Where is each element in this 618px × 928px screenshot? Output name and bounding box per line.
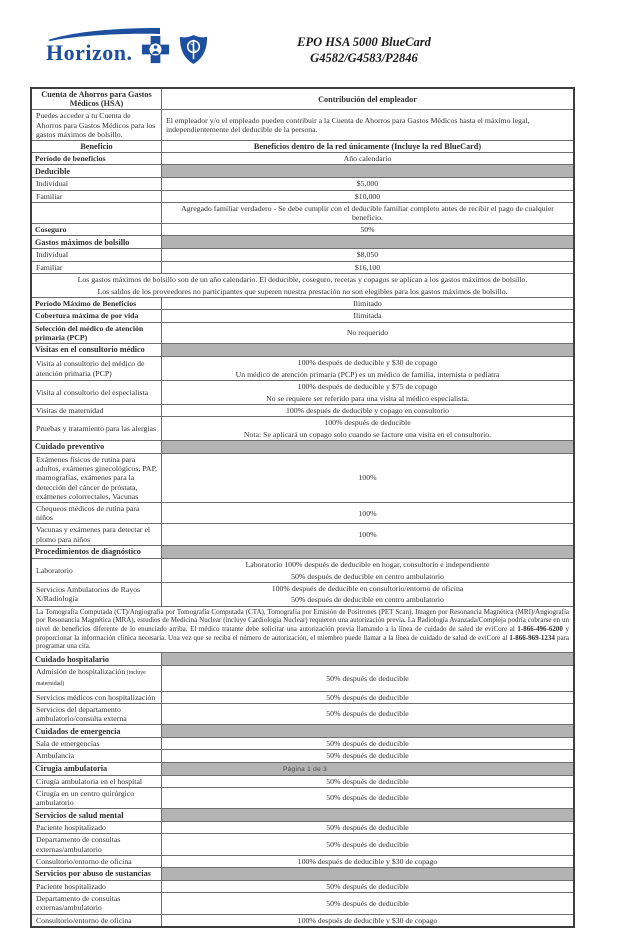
table-row <box>31 110 574 141</box>
table-row <box>31 524 574 545</box>
table-row <box>31 357 574 381</box>
benefit-label-cell: Visitas en el consultorio médico <box>31 344 162 357</box>
benefit-value-cell <box>162 344 575 357</box>
phone-number: 1-866-496-6200 <box>517 625 563 634</box>
benefit-value-cell <box>162 503 575 524</box>
benefit-label-cell: Sala de emergencias <box>31 738 162 750</box>
benefit-value-cell <box>162 224 575 236</box>
benefit-label-cell: Visita al consultorio del especialista <box>31 380 162 404</box>
benefit-label-cell: Familiar <box>31 190 162 202</box>
table-row <box>31 750 574 762</box>
table-row <box>31 738 574 750</box>
benefit-value-cell <box>162 822 575 834</box>
benefit-label-cell: Servicios Ambulatorios de Rayos X/Radiología <box>31 582 162 606</box>
benefit-value-cell <box>162 165 575 178</box>
benefit-value-line: No requerido <box>346 328 389 338</box>
table-row <box>31 691 574 703</box>
benefit-label-cell: Coseguro <box>31 224 162 236</box>
benefit-label-cell: Familiar <box>31 261 162 273</box>
benefit-value-cell <box>162 440 575 453</box>
benefit-label-cell: Individual <box>31 178 162 190</box>
table-row <box>31 582 574 606</box>
legal-text: para programar una cita. <box>36 633 570 651</box>
benefit-value-cell <box>162 725 575 738</box>
table-row <box>31 380 574 404</box>
benefit-label-cell: Laboratorio <box>31 558 162 582</box>
benefit-label-cell: Procedimientos de diagnóstico <box>31 545 162 558</box>
blue-shield-icon <box>178 34 209 65</box>
benefit-label-cell: Deducible <box>31 165 162 178</box>
benefit-value-line: 100% después de deducible en consultorio/entorno de oficina <box>271 583 464 593</box>
benefit-label-cell: Individual <box>31 249 162 261</box>
benefit-label-cell: Beneficio <box>31 141 162 153</box>
benefit-label-cell: Admisión de hospitalización (incluye maternidad) <box>31 666 162 691</box>
section-header-row <box>31 344 574 357</box>
benefit-value-line: 50% después de deducible <box>326 709 409 719</box>
benefit-label-cell: Servicios por abuso de sustancias <box>31 867 162 880</box>
section-header-row <box>31 440 574 453</box>
benefit-value-line: 100% <box>358 530 377 539</box>
benefit-value-cell <box>162 914 575 927</box>
benefit-value-cell <box>162 310 575 322</box>
benefit-label-cell: Servicios de salud mental <box>31 809 162 822</box>
benefit-value-line: 50% después de deducible <box>326 898 409 908</box>
benefit-label-cell: Exámenes físicos de rutina para adultos, exámenes ginecológicos, PAP, mamografías, exámenes para la detección del cáncer de próstata, exámenes colorrectales, Vacunas <box>31 453 162 502</box>
benefit-value-line: 100% después de deducible y $30 de copago <box>297 856 438 866</box>
swoosh-icon <box>48 28 160 41</box>
table-row <box>31 703 574 724</box>
table-row <box>31 822 574 834</box>
benefit-value-line: 100% <box>358 473 377 483</box>
section-header-row <box>31 653 574 666</box>
table-row <box>31 503 574 524</box>
benefit-label-cell: Vacunas y exámenes para detectar el plomo para niños <box>31 524 162 545</box>
benefit-value-cell <box>162 582 575 606</box>
benefit-value-cell: Beneficios dentro de la red únicamente (Incluye la red BlueCard) <box>162 141 575 153</box>
table-row <box>31 880 574 892</box>
benefit-label-cell: Cirugía ambulatoria en el hospital <box>31 775 162 787</box>
plan-title: EPO HSA 5000 BlueCard <box>297 35 431 49</box>
benefit-label-cell: Selección del médico de atención primaria (PCP) <box>31 322 162 343</box>
section-header-row <box>31 809 574 822</box>
table-row <box>31 261 574 273</box>
benefit-value-line: 50% después de deducible <box>326 839 409 849</box>
benefit-value-cell <box>162 787 575 808</box>
table-row <box>31 834 574 855</box>
benefit-label-cell: Departamento de consultas externas/ambulatorio <box>31 834 162 855</box>
table-row <box>31 453 574 502</box>
benefit-value-cell <box>162 880 575 892</box>
benefit-label-cell: Cobertura máxima de por vida <box>31 310 162 322</box>
table-row <box>31 224 574 236</box>
table-note-cell <box>31 273 574 297</box>
benefit-value-cell <box>162 404 575 416</box>
benefit-value-cell: Contribución del empleador <box>162 88 575 110</box>
benefit-value-cell <box>162 153 575 165</box>
benefit-value-line: $10,000 <box>354 191 381 201</box>
legal-text: La Tomografía Computada (CT)/Angiografía por Tomografía Computada (CTA), Tomografía por Emisión de Positrones (PET Scan), Imagen por Resonancia Magnética (MRI)/Angiografía por Resonancia Magnética (MRA), estudios de Medicina Nuclear (incluye Cardiología Nuclear) requieren una autorización previa. La Radiología Avanzada/Compleja podría cobrarse en un nivel de beneficios diferente de lo enunciado arriba. El médico tratante debe solicitar una autorización previa llamando a la línea de cuidado de salud de eviCore al <box>36 607 569 634</box>
benefit-value-line: 100% después de deducible y copago en consultorio <box>285 405 450 415</box>
legal-note-cell <box>31 606 574 653</box>
benefit-value-line: 100% después de deducible y $30 de copago <box>297 358 438 368</box>
benefit-value-cell <box>162 236 575 249</box>
table-row <box>31 787 574 808</box>
benefit-label-cell: Departamento de consultas externas/ambulatorio <box>31 893 162 914</box>
table-row <box>31 190 574 202</box>
benefit-label-cell: Visitas de maternidad <box>31 404 162 416</box>
benefit-value-line: 100% después de deducible y $75 de copago <box>297 381 438 391</box>
benefit-value-line: 100% después de deducible y $30 de copago <box>297 915 438 925</box>
benefit-label-cell: Cirugía ambulatoria <box>31 762 162 775</box>
benefit-value-cell <box>162 524 575 545</box>
benefit-label-cell: Período de beneficios <box>31 153 162 165</box>
benefit-value-cell <box>162 775 575 787</box>
benefit-value-line: 50% después de deducible <box>326 881 409 891</box>
benefit-value-cell <box>162 545 575 558</box>
benefit-label-cell: Pruebas y tratamiento para las alergias <box>31 417 162 441</box>
benefit-value-cell <box>162 380 575 404</box>
section-header-row <box>31 867 574 880</box>
benefit-value-line: 100% después de deducible <box>324 418 411 428</box>
table-row <box>31 893 574 914</box>
benefit-value-cell <box>162 178 575 190</box>
section-header-row <box>31 545 574 558</box>
table-row <box>31 298 574 310</box>
benefit-label-cell: Cuidado hospitalario <box>31 653 162 666</box>
table-row <box>31 404 574 416</box>
benefit-value-cell <box>162 867 575 880</box>
benefit-value-cell <box>162 453 575 502</box>
benefit-value-cell <box>162 558 575 582</box>
benefit-label-cell: Servicios médicos con hospitalización <box>31 691 162 703</box>
section-header-row <box>31 236 574 249</box>
benefit-value-cell <box>162 703 575 724</box>
table-row <box>31 153 574 165</box>
brand-name: Horizon. <box>46 40 133 65</box>
plan-group-numbers: G4582/G4583/P2846 <box>310 51 418 65</box>
benefit-value-cell <box>162 261 575 273</box>
benefit-value-line: Ilimitado <box>353 299 382 309</box>
benefit-label-cell: Ambulancia <box>31 750 162 762</box>
benefit-value-line: 50% <box>360 225 375 235</box>
benefit-value-line: 50% después de deducible <box>326 692 409 702</box>
table-row <box>31 666 574 691</box>
benefit-value-cell <box>162 202 575 223</box>
benefit-label-cell: Cuidados de emergencia <box>31 725 162 738</box>
benefit-value-line: 100% <box>358 508 377 518</box>
table-row <box>31 310 574 322</box>
phone-number: 1-866-969-1234 <box>509 633 555 642</box>
benefit-value-line: 50% después de deducible <box>326 673 409 683</box>
benefit-label-cell: Servicios del departamento ambulatorio/consulta externa <box>31 703 162 724</box>
benefit-value-cell <box>162 357 575 381</box>
benefit-value-line: No se requiere ser referido para una visita al médico especialista. <box>266 393 469 403</box>
table-row <box>31 606 574 653</box>
document-title-block <box>228 34 500 66</box>
benefits-table <box>30 87 575 928</box>
benefit-value-cell <box>162 322 575 343</box>
table-row <box>31 202 574 223</box>
benefit-value-line: 50% después de deducible <box>326 823 409 833</box>
benefit-label-cell: Gastos máximos de bolsillo <box>31 236 162 249</box>
table-row <box>31 775 574 787</box>
section-header-row <box>31 165 574 178</box>
note-line: Los saldos de los proveedores no participantes que superen nuestra prestación no son elegibles para los gastos máximos de bolsillo. <box>97 287 508 297</box>
benefit-value-line: Año calendario <box>343 154 392 164</box>
benefit-label-cell: Paciente hospitalizado <box>31 822 162 834</box>
table-row <box>31 417 574 441</box>
table-row <box>31 141 574 153</box>
benefit-label-cell: Cuidado preventivo <box>31 440 162 453</box>
benefit-label-cell <box>31 202 162 223</box>
benefit-value-cell <box>162 190 575 202</box>
benefit-value-cell <box>162 893 575 914</box>
benefit-value-cell <box>162 666 575 691</box>
brand-wrap <box>46 28 133 65</box>
benefit-value-line: 50% después de deducible en centro ambulatorio <box>291 571 444 581</box>
benefit-label-small: (incluye maternidad) <box>36 670 146 688</box>
legal-text: y proporcionar la información clínica necesaria. Una vez que se reciba el número de autorización, el miembro puede llamar a la línea de cuidado de salud de eviCore al <box>36 625 570 642</box>
benefit-label-cell: Período Máximo de Beneficios <box>31 298 162 310</box>
page-number: Página 1 de 3 <box>282 766 328 773</box>
benefit-value-line: Ilimitada <box>353 311 382 321</box>
benefit-value-line: Un médico de atención primaria (PCP) es un médico de familia, internista o pediatra <box>235 369 500 379</box>
benefit-value-line: $8,050 <box>356 250 379 260</box>
benefit-label-cell: Cirugía en un centro quirúrgico ambulatorio <box>31 787 162 808</box>
benefit-label-cell: Puedes acceder a tu Cuenta de Ahorros para Gastos Médicos para los gastos máximos de bolsillo. <box>31 110 162 141</box>
benefit-value-cell: El empleador y/o el empleado pueden contribuir a la Cuenta de Ahorros para Gastos Médicos hasta el máximo legal, independientemente del deducible de la persona. <box>162 110 575 141</box>
benefit-value-cell <box>162 855 575 867</box>
table-row <box>31 273 574 297</box>
table-row <box>31 855 574 867</box>
benefit-value-cell <box>162 653 575 666</box>
section-header-row <box>31 725 574 738</box>
benefit-label-cell: Visita al consultorio del médico de atención primaria (PCP) <box>31 357 162 381</box>
benefit-value-line: Nota: Se aplicará un copago solo cuando se facture una visita en el consultorio. <box>243 429 492 439</box>
benefit-value-cell <box>162 738 575 750</box>
table-row <box>31 249 574 261</box>
benefit-value-line: $5,000 <box>356 179 379 189</box>
benefit-value-cell <box>162 417 575 441</box>
benefit-label-cell: Consultorio/entorno de oficina <box>31 855 162 867</box>
benefit-value-cell <box>162 750 575 762</box>
benefit-value-line: 50% después de deducible <box>326 739 409 749</box>
benefit-value-line: 50% después de deducible <box>326 751 409 761</box>
note-line: Los gastos máximos de bolsillo son de un año calendario. El deducible, coseguro, recetas y copagos se aplican a los gastos máximos de bolsillo. <box>77 274 528 284</box>
benefit-value-line: 50% después de deducible en centro ambulatorio <box>291 595 444 605</box>
benefit-label-cell: Paciente hospitalizado <box>31 880 162 892</box>
benefit-value-line: $16,100 <box>354 262 381 272</box>
benefit-value-cell <box>162 249 575 261</box>
benefit-value-cell <box>162 691 575 703</box>
benefit-value-cell <box>162 834 575 855</box>
benefit-label-cell: Consultorio/entorno de oficina <box>31 914 162 927</box>
benefit-label-cell: Chequeos médicos de rutina para niños <box>31 503 162 524</box>
table-row <box>31 88 574 110</box>
benefit-value-cell <box>162 298 575 310</box>
table-row <box>31 322 574 343</box>
benefit-value-line: 50% después de deducible <box>326 793 409 803</box>
benefit-value-line: Laboratorio 100% después de deducible en hogar, consultorio e independiente <box>245 559 490 569</box>
benefit-value-cell <box>162 809 575 822</box>
table-row <box>31 914 574 927</box>
table-row <box>31 178 574 190</box>
benefit-value-line: 50% después de deducible <box>326 776 409 786</box>
table-row <box>31 558 574 582</box>
benefit-label-cell: Cuenta de Ahorros para Gastos Médicos (HSA) <box>31 88 162 110</box>
benefit-value-line: Agregado familiar verdadero - Se debe cumplir con el deducible familiar completo antes de recibir el pago de cualquier beneficio. <box>181 203 554 223</box>
horizon-logo <box>46 28 209 65</box>
